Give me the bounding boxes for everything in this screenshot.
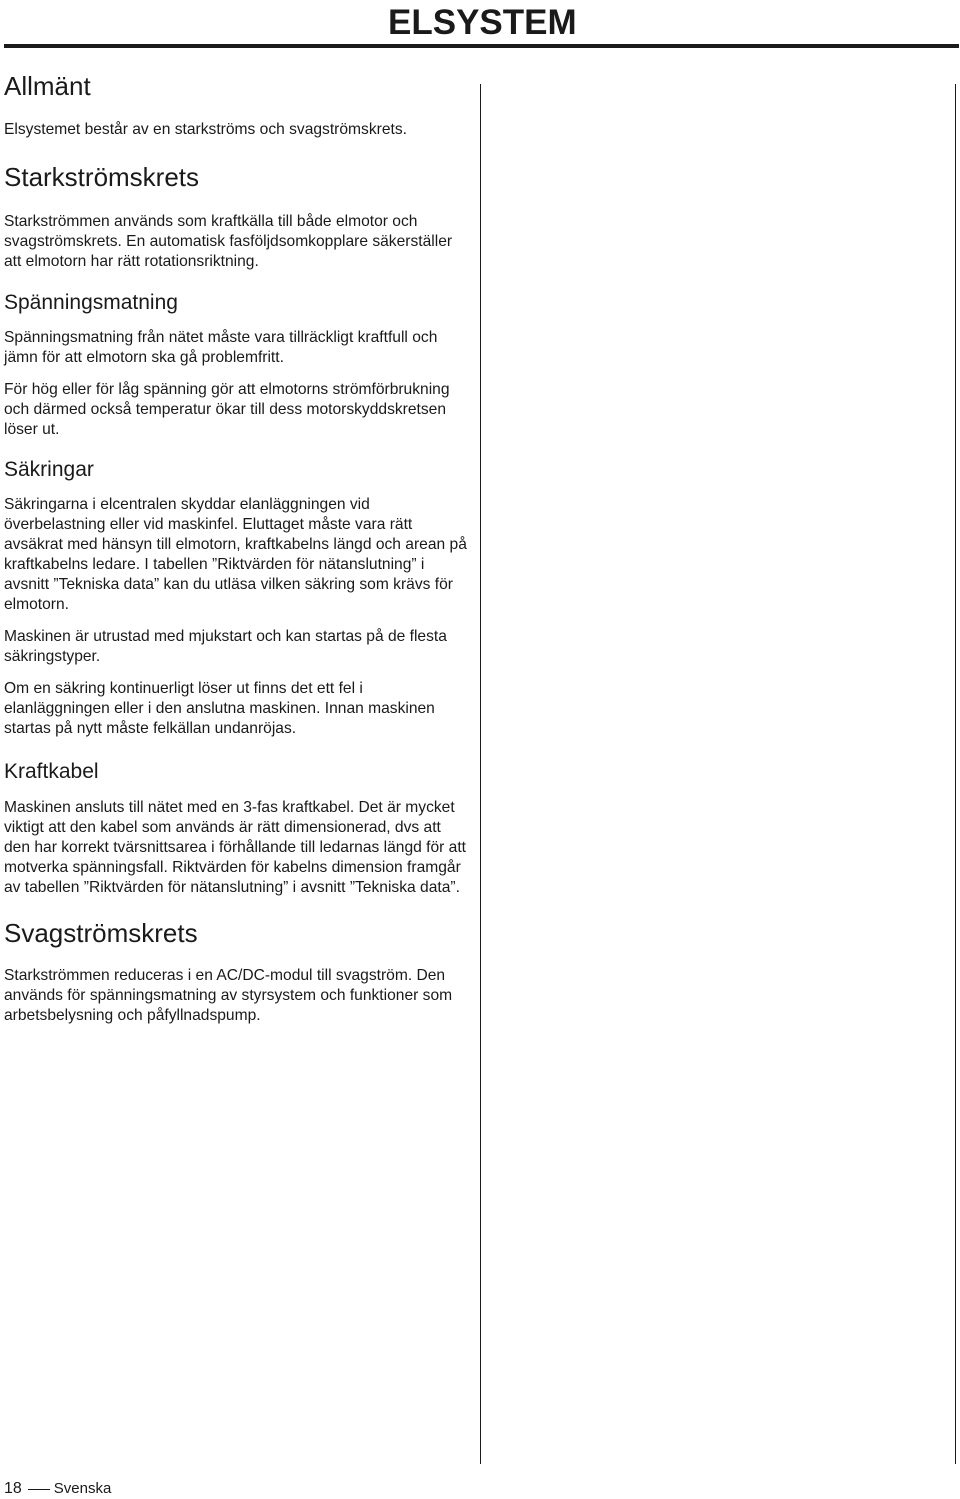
column-divider	[480, 84, 481, 1464]
heading-kraftkabel: Kraftkabel	[4, 760, 99, 784]
paragraph-sakringar-2: Maskinen är utrustad med mjukstart och kan startas på de flesta säkringstyper.	[4, 628, 447, 666]
footer-language: Svenska	[53, 1480, 112, 1497]
heading-spanningsmatning: Spänningsmatning	[4, 290, 178, 314]
paragraph-sakringar-1: Säkringarna i elcentralen skyddar elanläggningen vid överbelastning eller vid maskinfel. Eluttaget måste vara rätt avsäkrat med hänsyn till elmotorn, kraftkabelns längd och arean på kraftkabelns ledare. I tabellen ”Riktvärden för nätanslutning” i avsnitt ”Tekniska data” kan du utläsa vilken säkring som krävs för elmotorn.	[4, 496, 467, 614]
paragraph-sakringar-3: Om en säkring kontinuerligt löser ut finns det ett fel i elanläggningen eller i den anslutna maskinen. Innan maskinen startas på nytt måste felkällan undanröjas.	[4, 680, 435, 738]
page-header-title: ELSYSTEM	[388, 3, 577, 42]
paragraph-kraftkabel: Maskinen ansluts till nätet med en 3-fas kraftkabel. Det är mycket viktigt att den kabel som används är rätt dimensionerad, dvs att den har korrekt tvärsnittsarea i förhållande till ledarnas längd för att motverka spänningsfall. Riktvärden för kabelns dimension framgår av tabellen ”Riktvärden för nätanslutning” i avsnitt ”Tekniska data”.	[4, 799, 466, 897]
page-footer	[4, 1479, 111, 1499]
heading-starkstromskrets: Starkströmskrets	[4, 161, 200, 192]
heading-allmant: Allmänt	[4, 71, 91, 101]
page-right-border	[955, 84, 956, 1464]
content-column	[4, 70, 470, 1026]
paragraph-allmant: Elsystemet består av en starkströms och svagströmskrets.	[4, 120, 407, 138]
paragraph-spanningsmatning-2: För hög eller för låg spänning gör att elmotorns strömförbrukning och därmed också temperatur ökar till dess motorskyddskretsen löser ut.	[4, 380, 450, 438]
paragraph-svagstromskrets: Starkströmmen reduceras i en AC/DC-modul till svagström. Den används för spänningsmatning av styrsystem och funktioner som arbetsbelysning och påfyllnadspump.	[4, 967, 453, 1025]
heading-sakringar: Säkringar	[4, 457, 94, 481]
heading-svagstromskrets: Svagströmskrets	[4, 918, 198, 949]
header-rule	[4, 44, 959, 48]
paragraph-spanningsmatning-1: Spänningsmatning från nätet måste vara tillräckligt kraftfull och jämn för att elmotorn ska gå problemfritt.	[4, 328, 438, 366]
page-number: 18	[4, 1480, 22, 1497]
paragraph-starkstromskrets: Starkströmmen används som kraftkälla till både elmotor och svagströmskrets. En automatisk fasföljdsomkopplare säkerställer att elmotorn har rätt rotationsriktning.	[4, 212, 453, 270]
footer-dash	[28, 1489, 50, 1490]
